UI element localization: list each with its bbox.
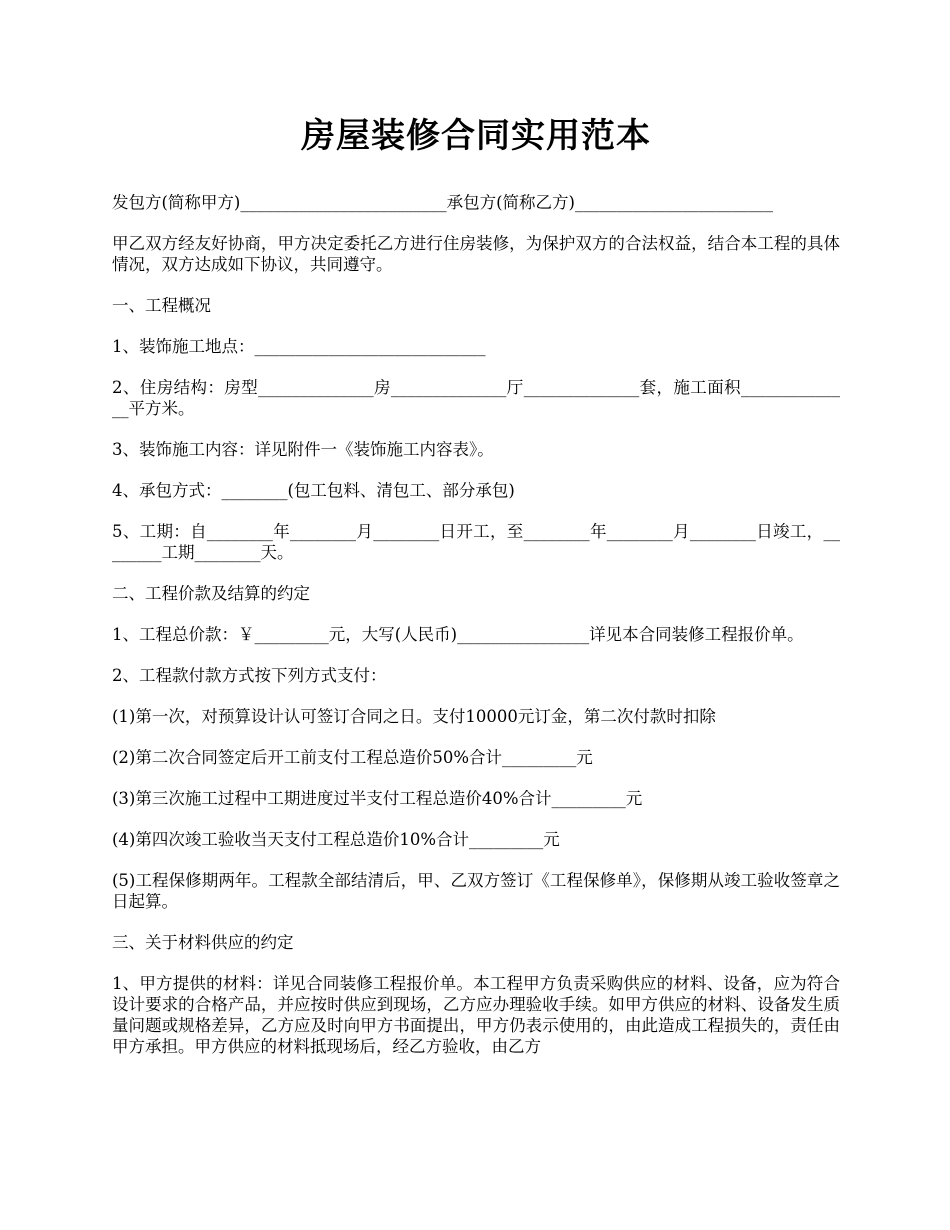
document-title: 房屋装修合同实用范本	[301, 116, 651, 156]
clause-schedule: 5、工期：自________年________月________日开工，至________年________月________日竣工，________工期________天。	[112, 522, 840, 562]
clause-location: 1、装饰施工地点：____________________________	[112, 337, 486, 356]
payment-item-5: (5)工程保修期两年。工程款全部结清后，甲、乙双方签订《工程保修单》，保修期从竣工验收签章之日起算。	[112, 871, 840, 911]
payment-item-2: (2)第二次合同签定后开工前支付工程总造价50%合计_________元	[112, 748, 593, 767]
clause-structure: 2、住房结构：房型______________房______________厅______________套，施工面积______________平方米。	[112, 378, 840, 418]
parties-line: 发包方(简称甲方)_________________________承包方(简称乙方)________________________	[112, 193, 773, 212]
payment-item-3: (3)第三次施工过程中工期进度过半支付工程总造价40%合计_________元	[112, 789, 643, 808]
document-page	[112, 110, 840, 1077]
intro-paragraph: 甲乙双方经友好协商，甲方决定委托乙方进行住房装修，为保护双方的合法权益，结合本工程的具体情况，双方达成如下协议，共同遵守。	[112, 234, 840, 274]
clause-total-price: 1、工程总价款：￥_________元，大写(人民币)________________详见本合同装修工程报价单。	[112, 625, 804, 644]
clause-content: 3、装饰施工内容：详见附件一《装饰施工内容表》。	[112, 440, 494, 459]
payment-item-4: (4)第四次竣工验收当天支付工程总造价10%合计_________元	[112, 830, 560, 849]
section-heading-price-settlement: 二、工程价款及结算的约定	[112, 584, 310, 603]
clause-contract-method: 4、承包方式：________(包工包料、清包工、部分承包)	[112, 481, 515, 500]
clause-payment-method: 2、工程款付款方式按下列方式支付：	[112, 666, 387, 685]
payment-item-1: (1)第一次，对预算设计认可签订合同之日。支付10000元订金，第二次付款时扣除	[112, 707, 716, 726]
section-heading-project-overview: 一、工程概况	[112, 296, 211, 315]
section-heading-materials: 三、关于材料供应的约定	[112, 933, 294, 952]
clause-materials-supply: 1、甲方提供的材料：详见合同装修工程报价单。本工程甲方负责采购供应的材料、设备，应为符合设计要求的合格产品，并应按时供应到现场，乙方应办理验收手续。如甲方供应的材料、设备发生质量问题或规格差异，乙方应及时向甲方书面提出，甲方仍表示使用的，由此造成工程损失的，责任由甲方承担。甲方供应的材料抵现场后，经乙方验收，由乙方	[112, 974, 840, 1056]
